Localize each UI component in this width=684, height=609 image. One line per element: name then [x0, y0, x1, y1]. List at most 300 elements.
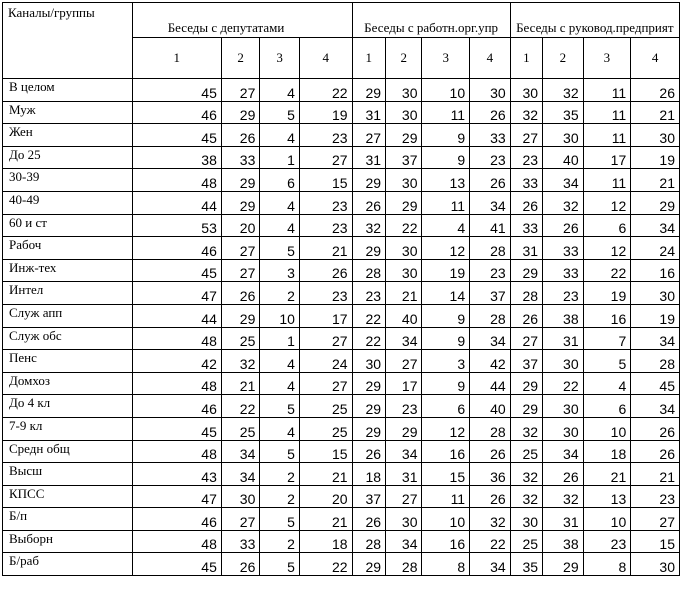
table-cell: 26: [631, 417, 680, 440]
table-cell: 26: [543, 463, 584, 486]
table-cell: 23: [352, 282, 385, 305]
table-cell: 3: [422, 350, 470, 373]
table-cell: 25: [299, 395, 352, 418]
table-cell: 19: [422, 259, 470, 282]
table-cell: 22: [543, 372, 584, 395]
table-cell: 32: [543, 485, 584, 508]
table-row: [3, 463, 680, 486]
table-cell: 29: [352, 372, 385, 395]
table-cell: 5: [260, 440, 300, 463]
subcolumn-header: 2: [386, 38, 422, 79]
table-cell: 29: [510, 395, 542, 418]
table-cell: 48: [132, 440, 221, 463]
table-cell: 30: [631, 282, 680, 305]
table-cell: 40: [386, 304, 422, 327]
table-cell: 29: [386, 417, 422, 440]
table-cell: 29: [352, 395, 385, 418]
row-label: 30-39: [3, 169, 133, 192]
table-cell: 9: [422, 146, 470, 169]
table-cell: 20: [221, 214, 260, 237]
table-cell: 32: [510, 485, 542, 508]
table-cell: 23: [299, 124, 352, 147]
table-cell: 5: [260, 395, 300, 418]
row-label: Домхоз: [3, 372, 133, 395]
table-cell: 30: [221, 485, 260, 508]
table-row: [3, 440, 680, 463]
table-cell: 23: [299, 191, 352, 214]
group-header-admin-staff: Беседы с работн.орг.упр: [352, 3, 510, 38]
table-cell: 33: [543, 259, 584, 282]
table-cell: 23: [583, 530, 631, 553]
table-cell: 25: [221, 327, 260, 350]
table-cell: 10: [583, 417, 631, 440]
table-cell: 26: [631, 440, 680, 463]
table-row: [3, 372, 680, 395]
table-cell: 16: [422, 530, 470, 553]
table-cell: 26: [352, 508, 385, 531]
table-cell: 23: [631, 485, 680, 508]
table-cell: 30: [386, 259, 422, 282]
table-cell: 48: [132, 530, 221, 553]
table-cell: 29: [386, 191, 422, 214]
table-cell: 22: [583, 259, 631, 282]
table-cell: 28: [352, 530, 385, 553]
table-cell: 4: [260, 124, 300, 147]
table-cell: 26: [352, 440, 385, 463]
table-cell: 47: [132, 282, 221, 305]
table-cell: 4: [260, 417, 300, 440]
table-cell: 32: [352, 214, 385, 237]
table-cell: 29: [631, 191, 680, 214]
table-cell: 28: [352, 259, 385, 282]
table-cell: 23: [470, 146, 511, 169]
table-cell: 32: [510, 417, 542, 440]
table-cell: 7: [583, 327, 631, 350]
table-cell: 30: [470, 79, 511, 102]
table-row: [3, 530, 680, 553]
table-cell: 48: [132, 169, 221, 192]
table-cell: 27: [221, 79, 260, 102]
table-cell: 22: [352, 304, 385, 327]
table-cell: 4: [583, 372, 631, 395]
table-cell: 34: [386, 440, 422, 463]
table-cell: 30: [386, 101, 422, 124]
table-cell: 17: [299, 304, 352, 327]
row-label: Инж-тех: [3, 259, 133, 282]
subcolumn-header: 1: [132, 38, 221, 79]
table-cell: 32: [543, 79, 584, 102]
table-cell: 26: [510, 304, 542, 327]
table-row: [3, 214, 680, 237]
group-header-enterprise-heads: Беседы с руковод.предприят: [510, 3, 679, 38]
table-cell: 21: [631, 101, 680, 124]
table-cell: 45: [132, 417, 221, 440]
table-cell: 48: [132, 327, 221, 350]
table-cell: 23: [510, 146, 542, 169]
table-cell: 36: [470, 463, 511, 486]
table-cell: 3: [260, 259, 300, 282]
table-cell: 37: [470, 282, 511, 305]
table-cell: 33: [510, 214, 542, 237]
corner-label: Каналы/группы: [3, 3, 133, 79]
table-cell: 6: [583, 395, 631, 418]
table-cell: 28: [470, 304, 511, 327]
table-cell: 21: [299, 508, 352, 531]
table-cell: 21: [299, 463, 352, 486]
row-label: Служ апп: [3, 304, 133, 327]
table-cell: 33: [221, 146, 260, 169]
table-cell: 27: [221, 259, 260, 282]
table-cell: 22: [352, 327, 385, 350]
table-cell: 4: [260, 191, 300, 214]
table-cell: 33: [470, 124, 511, 147]
table-cell: 5: [260, 553, 300, 576]
table-cell: 38: [132, 146, 221, 169]
table-row: [3, 191, 680, 214]
table-cell: 13: [422, 169, 470, 192]
table-cell: 29: [386, 124, 422, 147]
table-cell: 13: [583, 485, 631, 508]
table-cell: 27: [221, 237, 260, 260]
row-label: Жен: [3, 124, 133, 147]
table-cell: 16: [422, 440, 470, 463]
table-cell: 30: [543, 395, 584, 418]
table-cell: 22: [386, 214, 422, 237]
table-cell: 26: [221, 124, 260, 147]
table-row: [3, 395, 680, 418]
table-row: [3, 169, 680, 192]
table-cell: 30: [543, 350, 584, 373]
table-cell: 29: [543, 553, 584, 576]
table-cell: 30: [386, 237, 422, 260]
table-cell: 45: [132, 79, 221, 102]
table-cell: 31: [352, 101, 385, 124]
row-label: КПСС: [3, 485, 133, 508]
table-cell: 40: [543, 146, 584, 169]
table-cell: 6: [583, 214, 631, 237]
table-cell: 15: [299, 169, 352, 192]
table-cell: 26: [470, 440, 511, 463]
table-cell: 2: [260, 485, 300, 508]
table-row: [3, 485, 680, 508]
table-cell: 5: [260, 237, 300, 260]
table-cell: 37: [510, 350, 542, 373]
table-row: [3, 79, 680, 102]
table-cell: 46: [132, 101, 221, 124]
table-cell: 48: [132, 372, 221, 395]
table-cell: 27: [386, 350, 422, 373]
table-cell: 35: [543, 101, 584, 124]
table-cell: 33: [221, 530, 260, 553]
table-cell: 34: [543, 440, 584, 463]
table-cell: 25: [510, 440, 542, 463]
table-cell: 26: [299, 259, 352, 282]
table-cell: 30: [386, 169, 422, 192]
row-label: Выборн: [3, 530, 133, 553]
table-cell: 44: [470, 372, 511, 395]
table-cell: 22: [299, 553, 352, 576]
table-cell: 26: [470, 485, 511, 508]
table-cell: 42: [132, 350, 221, 373]
table-cell: 15: [422, 463, 470, 486]
table-cell: 10: [422, 79, 470, 102]
table-cell: 38: [543, 304, 584, 327]
table-cell: 25: [299, 417, 352, 440]
table-cell: 35: [510, 553, 542, 576]
table-cell: 5: [260, 101, 300, 124]
row-label: Средн общ: [3, 440, 133, 463]
table-cell: 34: [543, 169, 584, 192]
table-cell: 10: [260, 304, 300, 327]
table-cell: 43: [132, 463, 221, 486]
table-cell: 28: [631, 350, 680, 373]
table-row: [3, 327, 680, 350]
table-cell: 32: [510, 463, 542, 486]
table-cell: 26: [543, 214, 584, 237]
table-cell: 6: [260, 169, 300, 192]
table-cell: 27: [386, 485, 422, 508]
table-cell: 40: [470, 395, 511, 418]
table-cell: 22: [221, 395, 260, 418]
table-cell: 28: [470, 417, 511, 440]
table-cell: 20: [299, 485, 352, 508]
table-cell: 9: [422, 372, 470, 395]
table-cell: 45: [132, 124, 221, 147]
table-cell: 11: [583, 169, 631, 192]
table-cell: 9: [422, 124, 470, 147]
table-cell: 19: [583, 282, 631, 305]
table-cell: 19: [299, 101, 352, 124]
table-cell: 34: [631, 327, 680, 350]
table-cell: 53: [132, 214, 221, 237]
table-cell: 26: [510, 191, 542, 214]
table-cell: 34: [470, 327, 511, 350]
table-cell: 38: [543, 530, 584, 553]
subcolumn-header: 4: [470, 38, 511, 79]
table-cell: 23: [299, 214, 352, 237]
table-cell: 25: [221, 417, 260, 440]
table-cell: 12: [583, 191, 631, 214]
table-cell: 34: [470, 553, 511, 576]
row-label: До 25: [3, 146, 133, 169]
table-cell: 30: [543, 124, 584, 147]
table-cell: 34: [631, 395, 680, 418]
table-cell: 21: [631, 463, 680, 486]
row-label: 7-9 кл: [3, 417, 133, 440]
table-cell: 15: [631, 530, 680, 553]
table-cell: 47: [132, 485, 221, 508]
table-cell: 30: [631, 124, 680, 147]
table-cell: 27: [510, 327, 542, 350]
table-cell: 27: [299, 327, 352, 350]
table-cell: 24: [299, 350, 352, 373]
table-cell: 22: [299, 79, 352, 102]
table-cell: 8: [583, 553, 631, 576]
table-cell: 11: [422, 191, 470, 214]
table-cell: 44: [132, 304, 221, 327]
table-cell: 34: [386, 530, 422, 553]
table-row: [3, 124, 680, 147]
table-cell: 27: [352, 124, 385, 147]
subcolumn-header: 2: [543, 38, 584, 79]
table-cell: 30: [386, 79, 422, 102]
table-cell: 29: [352, 237, 385, 260]
subcolumn-header: 4: [299, 38, 352, 79]
table-cell: 30: [631, 553, 680, 576]
table-cell: 26: [221, 553, 260, 576]
table-cell: 29: [221, 169, 260, 192]
table-cell: 12: [422, 417, 470, 440]
table-cell: 11: [422, 485, 470, 508]
table-cell: 31: [386, 463, 422, 486]
table-cell: 32: [470, 508, 511, 531]
table-cell: 23: [386, 395, 422, 418]
table-cell: 1: [260, 327, 300, 350]
table-cell: 17: [386, 372, 422, 395]
table-row: [3, 304, 680, 327]
table-cell: 16: [583, 304, 631, 327]
table-cell: 45: [631, 372, 680, 395]
table-cell: 2: [260, 282, 300, 305]
table-cell: 34: [470, 191, 511, 214]
table-cell: 28: [386, 553, 422, 576]
table-row: [3, 101, 680, 124]
table-cell: 34: [631, 214, 680, 237]
table-cell: 29: [221, 304, 260, 327]
table-cell: 34: [221, 463, 260, 486]
table-row: [3, 237, 680, 260]
table-cell: 33: [510, 169, 542, 192]
row-label: Интел: [3, 282, 133, 305]
table-cell: 26: [352, 191, 385, 214]
table-row: [3, 282, 680, 305]
table-cell: 15: [299, 440, 352, 463]
table-cell: 5: [583, 350, 631, 373]
table-cell: 6: [422, 395, 470, 418]
survey-table: [2, 2, 680, 576]
table-cell: 29: [221, 191, 260, 214]
subcolumn-header: 2: [221, 38, 260, 79]
row-label: Пенс: [3, 350, 133, 373]
table-cell: 26: [470, 101, 511, 124]
table-row: [3, 508, 680, 531]
table-cell: 30: [543, 417, 584, 440]
table-cell: 1: [260, 146, 300, 169]
table-cell: 42: [470, 350, 511, 373]
table-cell: 29: [352, 169, 385, 192]
table-cell: 18: [299, 530, 352, 553]
table-row: [3, 417, 680, 440]
subcolumn-header: 3: [422, 38, 470, 79]
table-cell: 45: [132, 259, 221, 282]
table-cell: 8: [422, 553, 470, 576]
table-cell: 46: [132, 237, 221, 260]
table-cell: 33: [543, 237, 584, 260]
table-cell: 23: [299, 282, 352, 305]
table-cell: 32: [543, 191, 584, 214]
row-label: Муж: [3, 101, 133, 124]
table-cell: 29: [352, 553, 385, 576]
table-cell: 10: [583, 508, 631, 531]
row-label: Служ обс: [3, 327, 133, 350]
table-cell: 11: [583, 79, 631, 102]
table-cell: 5: [260, 508, 300, 531]
table-row: [3, 553, 680, 576]
row-label: Высш: [3, 463, 133, 486]
table-cell: 45: [132, 553, 221, 576]
table-cell: 29: [352, 417, 385, 440]
table-cell: 27: [299, 372, 352, 395]
table-cell: 26: [470, 169, 511, 192]
table-cell: 31: [352, 146, 385, 169]
table-cell: 2: [260, 530, 300, 553]
table-cell: 25: [510, 530, 542, 553]
table-cell: 44: [132, 191, 221, 214]
table-cell: 27: [510, 124, 542, 147]
table-cell: 23: [470, 259, 511, 282]
table-cell: 19: [631, 146, 680, 169]
subcolumn-header: 3: [583, 38, 631, 79]
table-cell: 28: [470, 237, 511, 260]
table-cell: 37: [352, 485, 385, 508]
table-cell: 29: [221, 101, 260, 124]
table-cell: 22: [470, 530, 511, 553]
table-cell: 19: [631, 304, 680, 327]
table-cell: 41: [470, 214, 511, 237]
table-cell: 31: [543, 327, 584, 350]
table-cell: 26: [631, 79, 680, 102]
row-label: До 4 кл: [3, 395, 133, 418]
table-cell: 24: [631, 237, 680, 260]
subcolumn-header: 1: [510, 38, 542, 79]
table-cell: 32: [221, 350, 260, 373]
subcolumn-header: 4: [631, 38, 680, 79]
table-cell: 34: [386, 327, 422, 350]
table-cell: 12: [422, 237, 470, 260]
table-cell: 4: [260, 372, 300, 395]
row-label: Рабоч: [3, 237, 133, 260]
table-cell: 30: [510, 508, 542, 531]
table-cell: 4: [260, 350, 300, 373]
table-cell: 21: [221, 372, 260, 395]
table-cell: 26: [221, 282, 260, 305]
table-cell: 18: [583, 440, 631, 463]
table-cell: 30: [352, 350, 385, 373]
table-cell: 17: [583, 146, 631, 169]
table-cell: 29: [352, 79, 385, 102]
table-cell: 16: [631, 259, 680, 282]
table-cell: 11: [422, 101, 470, 124]
table-cell: 31: [543, 508, 584, 531]
table-cell: 11: [583, 124, 631, 147]
table-row: [3, 350, 680, 373]
table-cell: 46: [132, 508, 221, 531]
table-body: [3, 79, 680, 576]
table-cell: 29: [510, 372, 542, 395]
table-cell: 27: [299, 146, 352, 169]
row-label: Б/п: [3, 508, 133, 531]
table-header: [3, 3, 680, 79]
table-cell: 30: [510, 79, 542, 102]
table-row: [3, 146, 680, 169]
table-cell: 12: [583, 237, 631, 260]
group-header-deputies: Беседы с депутатами: [132, 3, 352, 38]
row-label: В целом: [3, 79, 133, 102]
table-cell: 14: [422, 282, 470, 305]
table-cell: 37: [386, 146, 422, 169]
table-cell: 18: [352, 463, 385, 486]
table-cell: 9: [422, 304, 470, 327]
